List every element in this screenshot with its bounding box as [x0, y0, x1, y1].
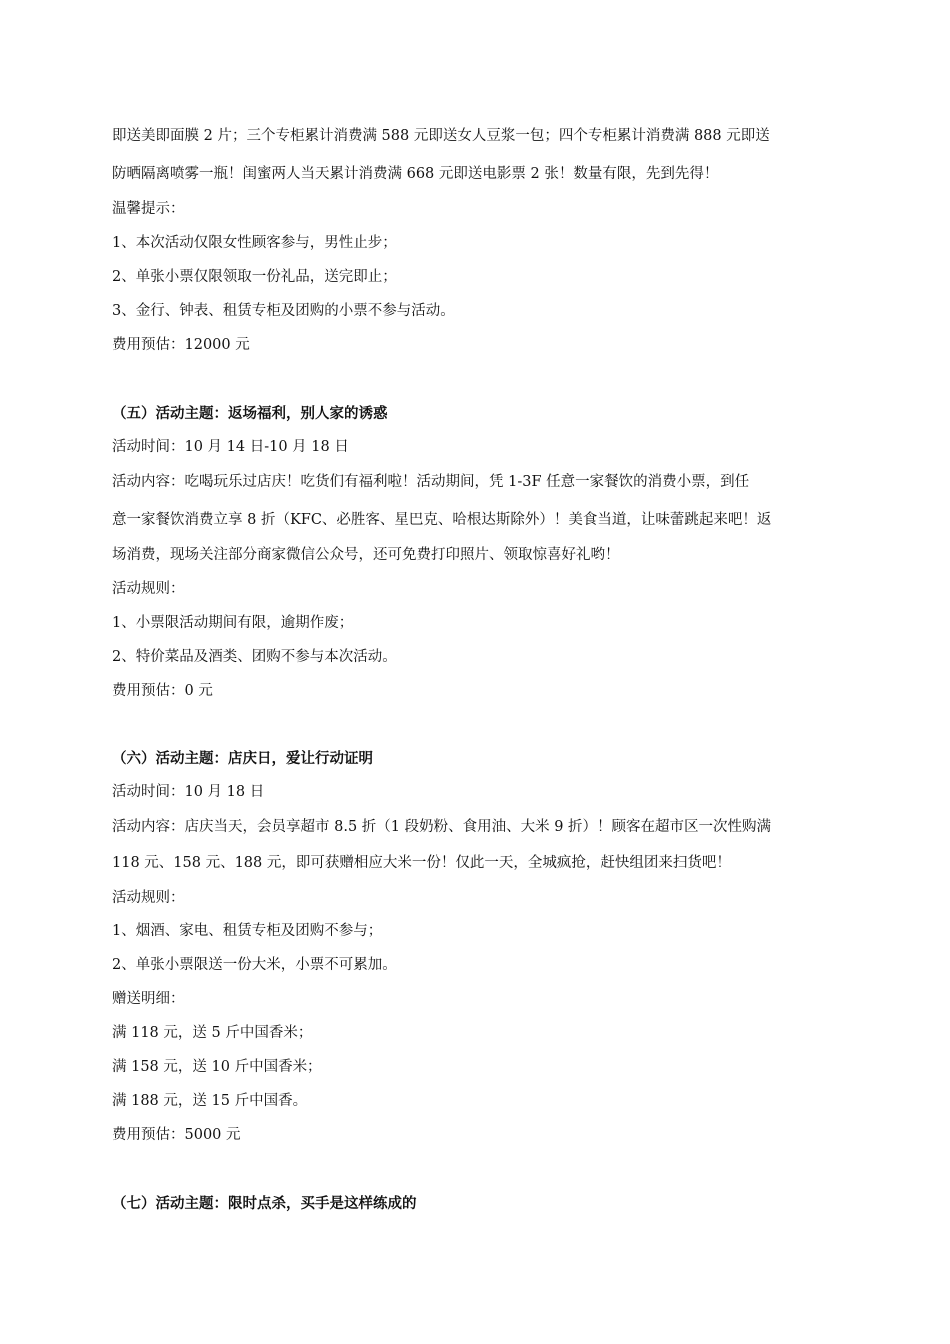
- list-item: 3、金行、钟表、租赁专柜及团购的小票不参与活动。: [112, 303, 455, 319]
- list-item: 满 158 元，送 10 斤中国香米；: [112, 1059, 322, 1075]
- paragraph-line: 活动规则：: [112, 890, 185, 906]
- paragraph-line: 118 元、158 元、188 元，即可获赠相应大米一份！仅此一天，全城疯抢，赶快组团来扫货吧！: [112, 855, 731, 871]
- list-item: 1、小票限活动期间有限，逾期作废；: [112, 615, 354, 631]
- paragraph-line: 活动时间：10 月 18 日: [112, 784, 265, 800]
- paragraph-line: 防晒隔离喷雾一瓶！闺蜜两人当天累计消费满 668 元即送电影票 2 张！数量有限，先到先得！: [112, 166, 719, 182]
- paragraph-line: 意一家餐饮消费立享 8 折（KFC、必胜客、星巴克、哈根达斯除外）！美食当道，让味蕾跳起来吧！返: [112, 512, 772, 528]
- list-item: 1、本次活动仅限女性顾客参与，男性止步；: [112, 235, 397, 251]
- paragraph-line: 费用预估：0 元: [112, 683, 213, 699]
- paragraph-line: 场消费，现场关注部分商家微信公众号，还可免费打印照片、领取惊喜好礼哟！: [112, 547, 620, 563]
- list-item: 1、烟酒、家电、租赁专柜及团购不参与；: [112, 923, 383, 939]
- paragraph-line: 费用预估：12000 元: [112, 337, 250, 353]
- section-heading: （五）活动主题：返场福利，别人家的诱惑: [112, 405, 388, 422]
- paragraph-line: 赠送明细：: [112, 991, 185, 1007]
- list-item: 2、单张小票仅限领取一份礼品，送完即止；: [112, 269, 397, 285]
- list-item: 2、单张小票限送一份大米，小票不可累加。: [112, 957, 397, 973]
- paragraph-line: 即送美即面膜 2 片；三个专柜累计消费满 588 元即送女人豆浆一包；四个专柜累计消费满 888 元即送: [112, 128, 770, 144]
- paragraph-line: 活动规则：: [112, 581, 185, 597]
- paragraph-line: 活动时间：10 月 14 日-10 月 18 日: [112, 439, 349, 455]
- section-heading: （六）活动主题：店庆日，爱让行动证明: [112, 750, 373, 767]
- paragraph-line: 温馨提示：: [112, 201, 185, 217]
- paragraph-line: 活动内容：店庆当天，会员享超市 8.5 折（1 段奶粉、食用油、大米 9 折）！顾客在超市区一次性购满: [112, 819, 772, 835]
- paragraph-line: 活动内容：吃喝玩乐过店庆！吃货们有福利啦！活动期间，凭 1-3F 任意一家餐饮的消费小票，到任: [112, 474, 750, 490]
- list-item: 满 118 元，送 5 斤中国香米；: [112, 1025, 313, 1041]
- list-item: 满 188 元，送 15 斤中国香。: [112, 1093, 308, 1109]
- paragraph-line: 费用预估：5000 元: [112, 1127, 241, 1143]
- list-item: 2、特价菜品及酒类、团购不参与本次活动。: [112, 649, 397, 665]
- section-heading: （七）活动主题：限时点杀，买手是这样练成的: [112, 1195, 417, 1212]
